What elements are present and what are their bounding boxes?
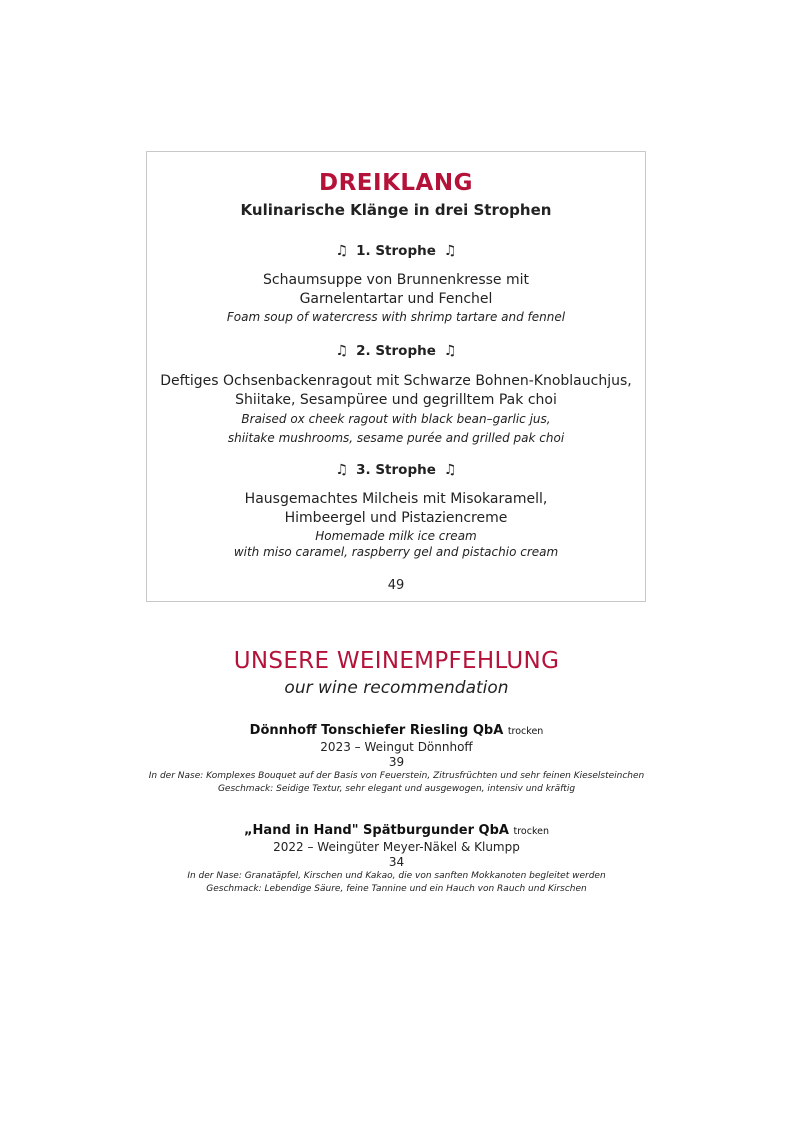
dish-3: [147, 490, 645, 561]
wine-vintage: 2023 – Weingut Dönnhoff: [320, 740, 473, 754]
menu-subtitle: Kulinarische Klänge in drei Strophen: [240, 201, 552, 219]
strophe-heading-3: [147, 462, 645, 478]
wine-name-text: „Hand in Hand" Spätburgunder QbA: [244, 823, 509, 838]
dish-german-line: Hausgemachtes Milcheis mit Misokaramell,: [244, 491, 548, 507]
dish-german-line: Schaumsuppe von Brunnenkresse mit: [262, 272, 530, 288]
music-note-icon: ♫: [335, 343, 349, 359]
wine-style: trocken: [507, 726, 544, 737]
dish-english-line: Braised ox cheek ragout with black bean–garlic jus,: [241, 412, 551, 426]
menu-price: 49: [387, 578, 405, 593]
strophe-heading-1: [147, 243, 645, 259]
dish-german-line: Garnelentartar und Fenchel: [299, 291, 493, 307]
wine-entry-1: [0, 722, 793, 796]
wine-section-subtitle: our wine recommendation: [284, 678, 509, 698]
dish-german-line: Himbeergel und Pistaziencreme: [284, 510, 508, 526]
wine-style: trocken: [513, 826, 549, 837]
wine-tasting-note: Geschmack: Lebendige Säure, feine Tannine und ein Hauch von Rauch und Kirschen: [206, 884, 587, 894]
strophe-heading-2: [147, 343, 645, 359]
strophe-label: 1. Strophe: [356, 243, 436, 259]
music-note-icon: ♫: [443, 243, 457, 259]
wine-tasting-note: In der Nase: Komplexes Bouquet auf der Basis von Feuerstein, Zitrusfrüchten und sehr feinen Kieselsteinchen: [148, 771, 645, 781]
wine-price: 39: [388, 755, 405, 769]
music-note-icon: ♫: [335, 243, 349, 259]
dish-1: [147, 271, 645, 325]
wine-tasting-note: In der Nase: Granatäpfel, Kirschen und Kakao, die von sanften Mokkanoten begleitet werden: [187, 871, 606, 881]
dish-german-line: Shiitake, Sesampüree und gegrilltem Pak choi: [235, 392, 557, 408]
music-note-icon: ♫: [443, 462, 457, 478]
wine-name: [0, 822, 793, 840]
music-note-icon: ♫: [335, 462, 349, 478]
menu-title: DREIKLANG: [319, 170, 473, 196]
strophe-label: 2. Strophe: [356, 343, 436, 359]
wine-vintage: 2022 – Weingüter Meyer-Näkel & Klumpp: [273, 840, 520, 854]
music-note-icon: ♫: [443, 343, 457, 359]
dish-english-line: with miso caramel, raspberry gel and pistachio cream: [233, 545, 559, 559]
dish-2: [147, 372, 645, 448]
wine-section-title: UNSERE WEINEMPFEHLUNG: [233, 648, 560, 674]
wine-tasting-note: Geschmack: Seidige Textur, sehr elegant und ausgewogen, intensiv und kräftig: [217, 784, 576, 794]
wine-name-text: Dönnhoff Tonschiefer Riesling QbA: [249, 723, 504, 738]
wine-name: [0, 722, 793, 740]
dish-english-line: shiitake mushrooms, sesame purée and grilled pak choi: [227, 431, 565, 445]
wine-price: 34: [388, 855, 405, 869]
wine-entry-2: [0, 822, 793, 896]
strophe-label: 3. Strophe: [356, 462, 436, 478]
dish-english-line: Foam soup of watercress with shrimp tartare and fennel: [226, 310, 566, 324]
dish-english-line: Homemade milk ice cream: [315, 529, 477, 543]
menu-card: [146, 151, 646, 602]
dish-german-line: Deftiges Ochsenbackenragout mit Schwarze Bohnen-Knoblauchjus,: [160, 373, 632, 389]
